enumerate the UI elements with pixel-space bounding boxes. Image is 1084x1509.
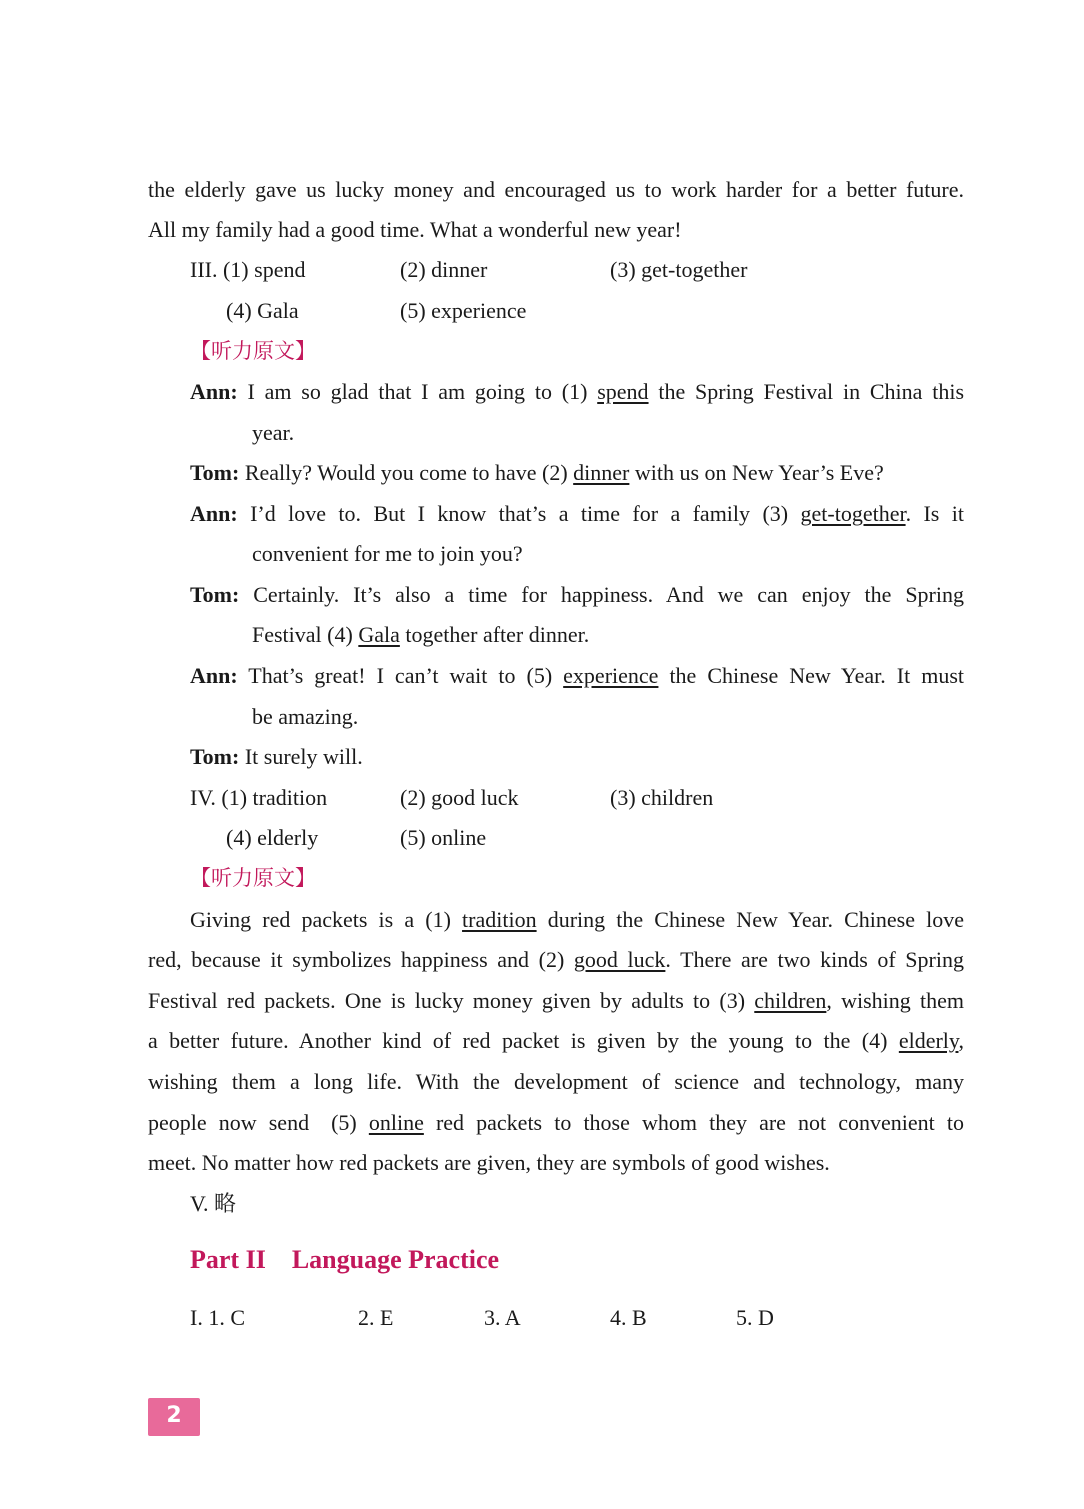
passage-text: . There are two kinds of Spring — [665, 947, 964, 972]
passage-line-2 — [148, 945, 964, 975]
s3-answer-2: (2) dinner — [400, 257, 488, 282]
part2-title: Part II Language Practice — [190, 1245, 500, 1274]
passage-text: wishing them a long life. With the development of science and technology, many — [148, 1069, 964, 1094]
passage-line-4 — [148, 1026, 964, 1056]
s4-answer-1: IV. (1) tradition — [190, 785, 328, 810]
dialogue-1-line-1 — [190, 377, 964, 407]
dialogue-4-line-2 — [252, 620, 589, 650]
passage-text: people now send (5) — [148, 1110, 369, 1135]
dialogue-2-line-1 — [190, 458, 884, 488]
passage-line-5 — [148, 1067, 964, 1097]
dialogue-text: together after dinner. — [399, 622, 590, 647]
s4-answer-2: (2) good luck — [400, 785, 519, 810]
passage-text: Festival red packets. One is lucky money given by adults to (3) — [148, 988, 755, 1013]
blank-answer: good luck — [573, 947, 666, 972]
passage-text: , — [958, 1028, 964, 1053]
speaker: Ann: — [190, 379, 238, 404]
dialogue-3-line-2: convenient for me to join you? — [252, 541, 523, 566]
dialogue-text: with us on New Year’s Eve? — [629, 460, 884, 485]
part2-answer-3: 3. A — [484, 1305, 521, 1330]
dialogue-text: Certainly. It’s also a time for happiness. And we can enjoy the Spring — [253, 582, 964, 607]
dialogue-6-line-1 — [190, 742, 363, 772]
dialogue-3-line-1 — [190, 499, 964, 529]
speaker: Ann: — [190, 663, 238, 688]
passage-line-1 — [190, 905, 964, 935]
dialogue-4-line-1 — [190, 580, 964, 610]
dialogue-text: It surely will. — [244, 744, 363, 769]
s3-answer-5: (5) experience — [400, 298, 527, 323]
dialogue-5-line-2: be amazing. — [252, 704, 359, 729]
passage-text: meet. No matter how red packets are given, they are symbols of good wishes. — [148, 1150, 830, 1175]
blank-answer: dinner — [573, 460, 630, 485]
s5-answer: V. 略 — [190, 1191, 237, 1216]
blank-answer: spend — [597, 379, 649, 404]
speaker: Tom: — [190, 744, 240, 769]
passage-line-7 — [148, 1148, 830, 1178]
blank-answer: children — [754, 988, 827, 1013]
blank-answer: elderly — [898, 1028, 959, 1053]
speaker: Tom: — [190, 582, 240, 607]
passage-text: during the Chinese New Year. Chinese love — [536, 907, 964, 932]
blank-answer: tradition — [462, 907, 537, 932]
passage-text: red, because it symbolizes happiness and (2) — [148, 947, 574, 972]
passage-text: red packets to those whom they are not convenient to — [423, 1110, 964, 1135]
intro-line-1: the elderly gave us lucky money and encouraged us to work harder for a better future. — [148, 177, 964, 202]
intro-line-2: All my family had a good time. What a wonderful new year! — [148, 217, 682, 242]
passage-text: a better future. Another kind of red packet is given by the young to the (4) — [148, 1028, 899, 1053]
s4-answer-3: (3) children — [610, 785, 714, 810]
dialogue-text: . Is it — [905, 501, 964, 526]
blank-answer: Gala — [358, 622, 400, 647]
s3-answer-3: (3) get-together — [610, 257, 748, 282]
s3-answer-1: III. (1) spend — [190, 257, 306, 282]
s3-listening-label: 【听力原文】 — [190, 339, 316, 363]
blank-answer: get-together — [800, 501, 906, 526]
dialogue-text: That’s great! I can’t wait to (5) — [248, 663, 564, 688]
passage-text: Giving red packets is a (1) — [190, 907, 463, 932]
speaker: Tom: — [190, 460, 240, 485]
passage-line-3 — [148, 986, 964, 1016]
dialogue-1-line-2: year. — [252, 420, 295, 445]
dialogue-text: the Chinese New Year. It must — [658, 663, 965, 688]
part2-answer-5: 5. D — [736, 1305, 774, 1330]
dialogue-text: Really? Would you come to have (2) — [244, 460, 574, 485]
s4-listening-label: 【听力原文】 — [190, 866, 316, 890]
blank-answer: online — [368, 1110, 424, 1135]
dialogue-text: I’d love to. But I know that’s a time for a family (3) — [250, 501, 801, 526]
passage-line-6 — [148, 1108, 964, 1138]
part2-answer-4: 4. B — [610, 1305, 647, 1330]
s4-answer-5: (5) online — [400, 825, 487, 850]
passage-text: , wishing them — [826, 988, 965, 1013]
s4-answer-4: (4) elderly — [226, 825, 319, 850]
dialogue-text: Festival (4) — [252, 622, 359, 647]
blank-answer: experience — [563, 663, 659, 688]
speaker: Ann: — [190, 501, 238, 526]
part2-answer-1: I. 1. C — [190, 1305, 245, 1330]
dialogue-text: the Spring Festival in China this — [648, 379, 965, 404]
dialogue-5-line-1 — [190, 661, 964, 691]
page-number-badge: 2 — [148, 1398, 200, 1436]
dialogue-text: I am so glad that I am going to (1) — [247, 379, 598, 404]
s3-answer-4: (4) Gala — [226, 298, 299, 323]
part2-answer-2: 2. E — [358, 1305, 394, 1330]
